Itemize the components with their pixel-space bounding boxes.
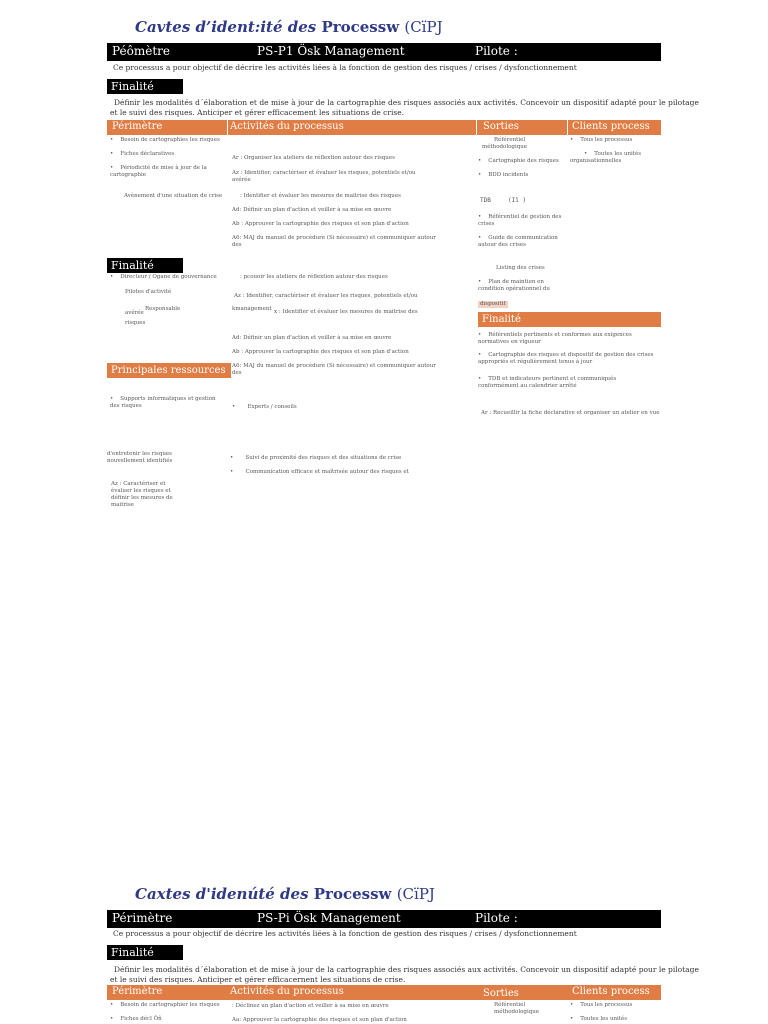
list-item: x : Identifier et évaluer les mesures de maitrise des: [274, 309, 418, 315]
finalite-text-2: [110, 965, 699, 985]
list-item: • Besoin de cartographies les risques: [110, 137, 220, 143]
list-item: Ad: Définir un plan d'action et veiller à sa mise en œuvre: [232, 207, 392, 213]
list-item: • Toutes les unités: [570, 1016, 628, 1022]
finalite-label: Finalité: [107, 79, 183, 94]
ressources-item: • Experts / conseils: [232, 404, 297, 410]
list-item: • Cartographie des risques et dispositif de gestion des crises appropriés et régulièrement tenus à jour: [478, 352, 654, 365]
col-sorties: Sorties: [483, 121, 519, 132]
list-item: Responsable: [145, 306, 181, 312]
list-item: Ab : Approuver la cartographie des risques et son plan d'action: [232, 349, 409, 355]
col-divider: [227, 120, 228, 135]
list-item: • Directeur / Ogane de gouvernance: [110, 274, 217, 280]
list-item: • BDD incidents: [478, 172, 529, 178]
list-item: : Identifier et évaluer les mesures de maitrise des risques: [240, 193, 401, 199]
process-header-bar-2: [107, 910, 661, 928]
finalite-line-1: Définir les modalités d´élaboration et de mise à jour de la cartographie des risques associés aux activités. Concevoir un dispositif adapté pour le pilotage: [114, 965, 699, 974]
list-item: TDB: [480, 197, 491, 204]
list-item: • Tous les processus: [570, 1002, 633, 1008]
list-item: : Déclinez un plan d'action et veiller à sa mise en œuvre: [232, 1003, 389, 1009]
finalite-label-3: Finalité: [478, 312, 661, 327]
finalite-line-2: et le suivi des risques. Anticiper et gérer efficacernent les situations de crise.: [110, 975, 406, 984]
col-activites: Activités du processus: [230, 986, 344, 997]
list-item: • Fiches déclaratives: [110, 151, 175, 157]
lower-mid-item: • Communication efficace et maîtrisée autour des risques et: [230, 469, 409, 475]
header-col-3: Pilote :: [475, 44, 518, 58]
list-item: • TDB et indicateurs pertinent et communiqués conformément au calendrier arrêté: [478, 376, 617, 389]
col-activites: Activités du processus: [230, 121, 344, 132]
list-item: risques: [125, 320, 146, 326]
list-item: • Toutes les unités organisationnelles: [570, 151, 642, 164]
ressources-note: Ar : Recueillir la fiche déclarative et organiser un atelier en vue: [481, 410, 660, 416]
list-item: kmanagement: [232, 306, 272, 312]
header-col-2: PS-P1 Ösk Management: [257, 44, 405, 58]
list-item: Aa: Approuver la cartographie des risques et son plan d'action: [232, 1017, 407, 1023]
list-item: Listing des crises: [496, 265, 545, 271]
page-title-2: [135, 885, 435, 903]
columns-header: [107, 120, 661, 135]
lower-left-text-2: Az : Caractériser et évaluer les risques et définir les mesures de maitrise: [111, 481, 173, 508]
list-item: avérée: [125, 310, 144, 316]
finalite-line-1: Définir les modalités d´élaboration et de mise à jour de la cartographie des risques associés aux activités. Concevoir un dispositif adapté pour le pilotage: [114, 98, 699, 107]
process-objective: Ce processus a pour objectif de décrire les activités liées à la fonction de gestion des risques / crises / dysfonctionnement: [113, 63, 577, 72]
header-col-1: Péômètre: [112, 44, 171, 58]
title-part-a: Caxtes d'idenúté des: [135, 885, 309, 903]
list-item: dispositif: [480, 301, 506, 307]
lower-mid-item: • Suivi de proximité des risques et des situations de crise: [230, 455, 402, 461]
col-clients: Clients process: [572, 121, 650, 132]
list-item: • Cartographie des risques: [478, 158, 559, 164]
process-header-bar: [107, 43, 661, 61]
header-col-1: Périmètre: [112, 911, 173, 925]
list-item: • Référentiels pertinents et conformes aux exigences normatives en vigueur: [478, 332, 632, 345]
process-objective-2: Ce processus a pour objectif de décrire les activités liées à la fonction de gestion des risques / crises / dysfonctionnement: [113, 929, 577, 938]
title-part-c: (CïPJ: [396, 885, 435, 903]
list-item: A6: MAJ du manuel de procédure (Si nécessaire) et communiquer autour des: [232, 235, 436, 248]
list-item: Pilotes d'activité: [125, 289, 172, 295]
title-part-b: Processw: [313, 885, 392, 903]
page-title: [135, 18, 443, 36]
finalite-line-2: et le suivi des risques. Anticiper et gérer efficacement les situations de crise.: [110, 108, 405, 117]
list-item: • Périodicité de mise à jour de la cartographie: [110, 165, 207, 178]
lower-left-text-1: d'entretenir les risques nouvellement identifiés: [107, 451, 173, 464]
list-item: • Tous les processus: [570, 137, 633, 143]
finalite-label-p2: Finalité: [107, 945, 183, 960]
list-item: • Besoin de cartographier les risques: [110, 1002, 220, 1008]
col-sorties: Sorties: [483, 988, 519, 999]
list-item: Avènement d'une situation de crise: [124, 193, 223, 199]
col-divider: [476, 120, 477, 135]
list-item: Référentiel méthodologique: [494, 1002, 540, 1015]
list-item: • Fiches décl Öñ: [110, 1016, 162, 1022]
col-clients: Clients process: [572, 986, 650, 997]
list-item: Référentiel méthodologique: [482, 137, 528, 150]
col-perimetre: Périmètre: [112, 986, 163, 997]
list-item: Ad: Définir un plan d'action et veiller à sa mise en œuvre: [232, 335, 392, 341]
list-item: Ar : Organiser les ateliers de réflextion autour des risques: [232, 155, 395, 161]
list-item: : pcouoir les ateliers de réflextion autour des risques: [240, 274, 388, 280]
col-perimetre: Périmètre: [112, 121, 163, 132]
col-divider: [567, 120, 568, 135]
header-col-2: PS-Pi Ösk Management: [257, 911, 401, 925]
list-item: Ab : Approuver la cartographie des risques et son plan d'action: [232, 221, 409, 227]
title-part-b: Processw: [321, 18, 400, 36]
ressources-label: Principales ressources: [107, 363, 231, 378]
ressources-item: • Supports informatiques et gestion des risques: [110, 396, 216, 409]
list-item: • Plan de maintien en condition opérationnel du: [478, 279, 550, 292]
header-col-3: Pilote :: [475, 911, 518, 925]
list-item: Az : Identifier, caractériser et évaluer les risques, potentiels et/ou avérée: [232, 170, 416, 183]
list-item: (Iï ): [508, 197, 527, 204]
list-item: Az : Identifier, caractériser et évaluer les risques, potentiels et/ou: [234, 293, 418, 299]
list-item: • Référentiel de gestion des crises: [478, 214, 562, 227]
list-item: A6: MAJ du manuel de procédure (Si nécessaire) et communiquer autour des: [232, 363, 436, 376]
list-item: • Guide de communication autour des crises: [478, 235, 558, 248]
title-part-a: Cavtes d’ident:ité des: [135, 18, 317, 36]
finalite-label-2: Finalité: [107, 258, 183, 273]
title-part-c: (CïPJ: [404, 18, 443, 36]
columns-header-2: [107, 985, 661, 1000]
finalite-text: [110, 98, 699, 118]
